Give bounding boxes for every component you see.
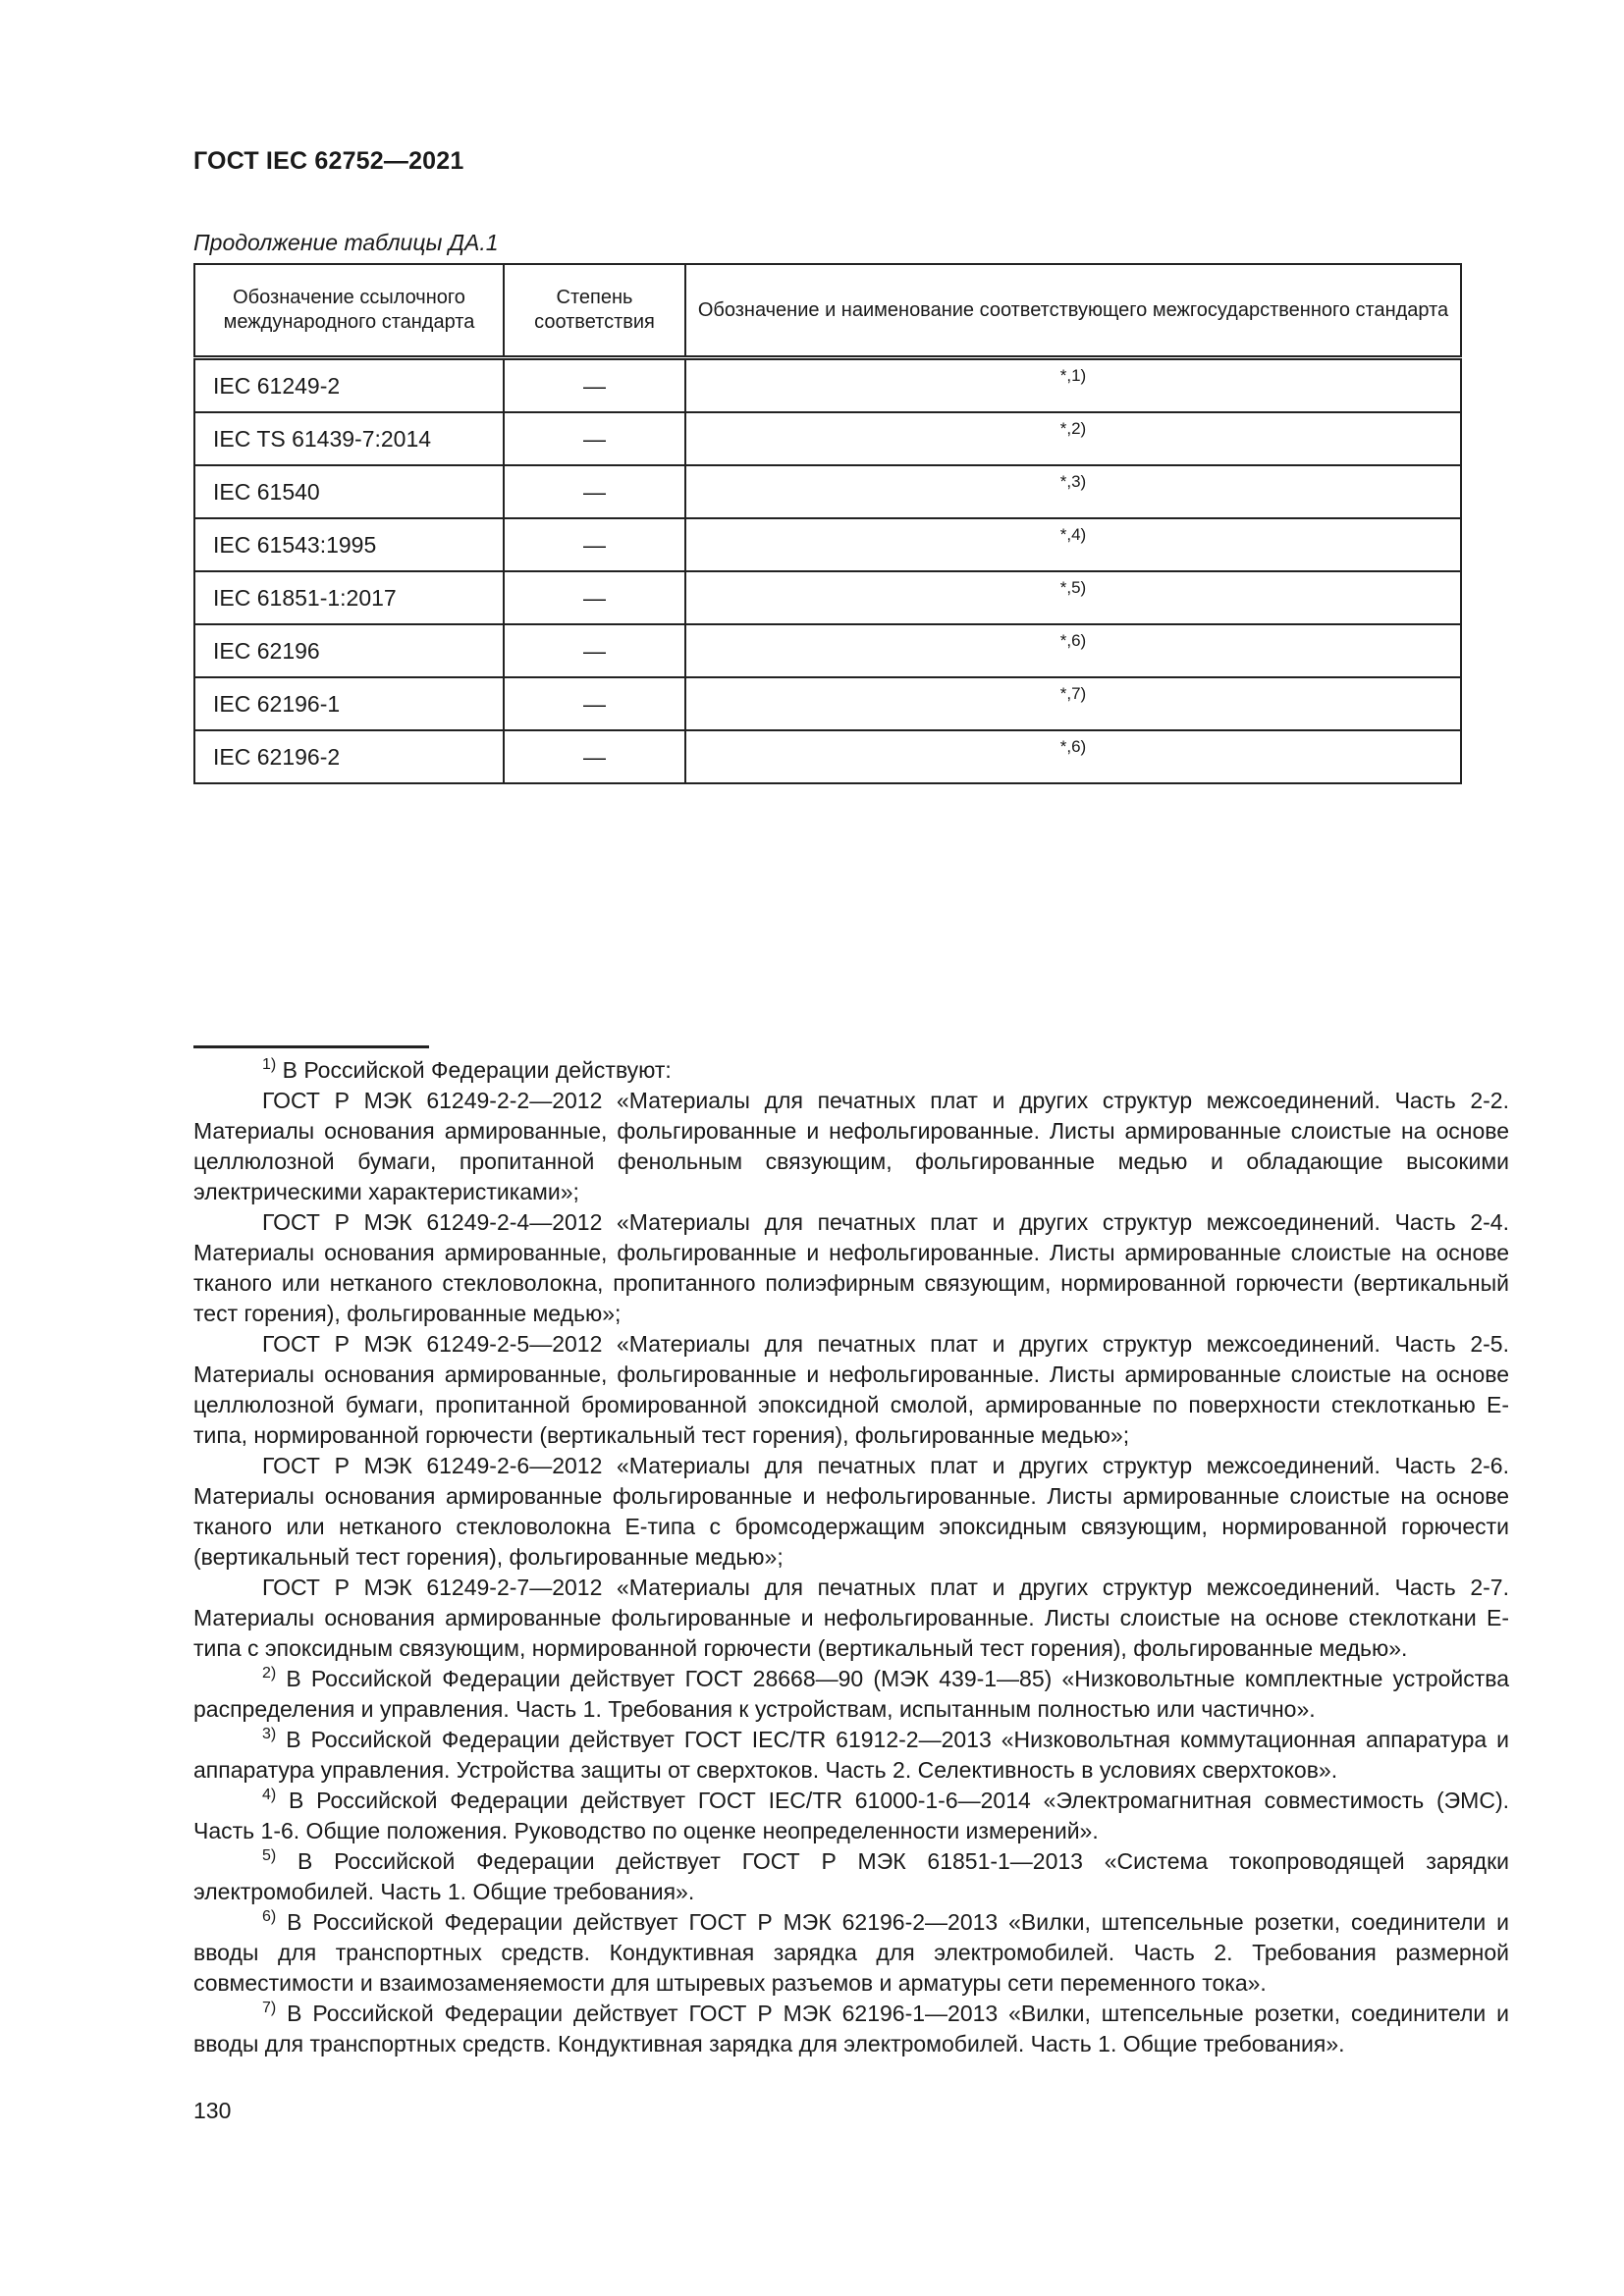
footnotes: [193, 1055, 1509, 2059]
cell-code: IEC 62196-1: [194, 677, 504, 730]
footnote-4: [193, 1786, 1509, 1846]
cell-degree: —: [504, 624, 685, 677]
footnote-1-item: ГОСТ Р МЭК 61249-2-7—2012 «Материалы для печатных плат и других структур межсоединений. Часть 2-7. Материалы основания армированные фольгированные и нефольгированные. Листы слоистые на основе стеклоткани Е-типа с эпоксидным связующим, нормированной горючести (вертикальный тест горения), фольгированные медью».: [193, 1575, 1509, 1661]
footnote-mark: 5): [262, 1847, 277, 1864]
table-row: [194, 624, 1461, 677]
document-header: ГОСТ IEC 62752—2021: [193, 147, 464, 175]
footnote-5: [193, 1846, 1509, 1907]
cell-degree: —: [504, 358, 685, 413]
cell-degree: —: [504, 677, 685, 730]
table-row: [194, 571, 1461, 624]
footnote-1-item: ГОСТ Р МЭК 61249-2-6—2012 «Материалы для печатных плат и других структур межсоединений. Часть 2-6. Материалы основания армированные фольгированные и нефольгированные. Листы армированные слоистые на основе тканого или нетканого стекловолокна Е-типа с бромсодержащим эпоксидным связующим, нормированной горючести (вертикальный тест горения), фольгированные медью»;: [193, 1453, 1509, 1570]
footnote-text: В Российской Федерации действует ГОСТ 28668—90 (МЭК 439-1—85) «Низковольтные комплектные устройства распределения и управления. Часть 1. Требования к устройствам, испытанным полностью или частично».: [193, 1666, 1509, 1722]
cell-degree: —: [504, 465, 685, 518]
footnote-text: В Российской Федерации действует ГОСТ Р МЭК 61851-1—2013 «Система токопроводящей зарядки электромобилей. Часть 1. Общие требования».: [193, 1848, 1509, 1904]
footnote-divider: [193, 1045, 429, 1048]
cell-code: IEC 62196-2: [194, 730, 504, 783]
cell-name: *,6): [685, 624, 1461, 677]
cell-name: *,2): [685, 412, 1461, 465]
footnote-1-item: ГОСТ Р МЭК 61249-2-2—2012 «Материалы для печатных плат и других структур межсоединений. Часть 2-2. Материалы основания армированные, фольгированные и нефольгированные. Листы армированные слоистые на основе целлюлозной бумаги, пропитанной фенольным связующим, фольгированные медью и обладающие высокими электрическими характеристиками»;: [193, 1088, 1509, 1204]
footnote-mark: 7): [262, 2000, 277, 2016]
table-caption: Продолжение таблицы ДА.1: [193, 230, 499, 255]
table-row: [194, 677, 1461, 730]
footnote-6: [193, 1907, 1509, 1999]
reference-table: [193, 263, 1462, 784]
page-number: 130: [193, 2098, 232, 2123]
footnote-mark: 6): [262, 1908, 277, 1925]
cell-name: *,3): [685, 465, 1461, 518]
footnote-mark: 3): [262, 1726, 277, 1742]
footnote-mark: 2): [262, 1665, 277, 1682]
table-row: [194, 518, 1461, 571]
footnote-text: В Российской Федерации действует ГОСТ IEC/TR 61000-1-6—2014 «Электромагнитная совместимость (ЭМС). Часть 1-6. Общие положения. Руководство по оценке неопределенности измерений».: [193, 1788, 1510, 1843]
cell-code: IEC TS 61439-7:2014: [194, 412, 504, 465]
cell-degree: —: [504, 730, 685, 783]
footnote-text: В Российской Федерации действует ГОСТ Р МЭК 62196-1—2013 «Вилки, штепсельные розетки, соединители и вводы для транспортных средств. Кондуктивная зарядка для электромобилей. Часть 1. Общие требования».: [193, 2001, 1509, 2056]
cell-degree: —: [504, 412, 685, 465]
table-row: [194, 412, 1461, 465]
footnote-text: В Российской Федерации действуют:: [282, 1057, 672, 1083]
cell-code: IEC 61851-1:2017: [194, 571, 504, 624]
footnote-text: В Российской Федерации действует ГОСТ Р МЭК 62196-2—2013 «Вилки, штепсельные розетки, соединители и вводы для транспортных средств. Кондуктивная зарядка для электромобилей. Часть 2. Требования размерной совместимости и взаимозаменяемости для штыревых разъемов и арматуры сети переменного тока».: [193, 1909, 1509, 1996]
cell-degree: —: [504, 571, 685, 624]
cell-name: *,1): [685, 358, 1461, 413]
footnote-1-intro: [193, 1055, 1509, 1086]
cell-degree: —: [504, 518, 685, 571]
footnote-2: [193, 1664, 1509, 1725]
header-code: Обозначение ссылочного международного стандарта: [194, 264, 504, 358]
footnote-3: [193, 1725, 1509, 1786]
cell-code: IEC 61540: [194, 465, 504, 518]
header-name: Обозначение и наименование соответствующего межгосударственного стандарта: [685, 264, 1461, 358]
header-degree: Степень соответствия: [504, 264, 685, 358]
cell-code: IEC 62196: [194, 624, 504, 677]
footnote-1-item: ГОСТ Р МЭК 61249-2-4—2012 «Материалы для печатных плат и других структур межсоединений. Часть 2-4. Материалы основания армированные, фольгированные и нефольгированные. Листы армированные слоистые на основе тканого или нетканого стекловолокна, пропитанного полиэфирным связующим, нормированной горючести (вертикальный тест горения), фольгированные медью»;: [193, 1209, 1509, 1326]
table-row: [194, 358, 1461, 413]
cell-code: IEC 61543:1995: [194, 518, 504, 571]
footnote-1-item: ГОСТ Р МЭК 61249-2-5—2012 «Материалы для печатных плат и других структур межсоединений. Часть 2-5. Материалы основания армированные, фольгированные и нефольгированные. Листы армированные слоистые на основе целлюлозной бумаги, пропитанной бромированной эпоксидной смолой, армированные по поверхности стеклотканью Е-типа, нормированной горючести (вертикальный тест горения), фольгированные медью»;: [193, 1331, 1509, 1448]
cell-name: *,5): [685, 571, 1461, 624]
footnote-7: [193, 1999, 1509, 2059]
table-header-row: [194, 264, 1461, 358]
cell-code: IEC 61249-2: [194, 358, 504, 413]
cell-name: *,7): [685, 677, 1461, 730]
cell-name: *,4): [685, 518, 1461, 571]
cell-name: *,6): [685, 730, 1461, 783]
footnote-mark: 4): [262, 1787, 277, 1803]
footnote-mark: 1): [262, 1056, 277, 1073]
footnote-text: В Российской Федерации действует ГОСТ IEC/TR 61912-2—2013 «Низковольтная коммутационная аппаратура и аппаратура управления. Устройства защиты от сверхтоков. Часть 2. Селективность в условиях сверхтоков».: [193, 1727, 1510, 1783]
table-row: [194, 465, 1461, 518]
table-row: [194, 730, 1461, 783]
